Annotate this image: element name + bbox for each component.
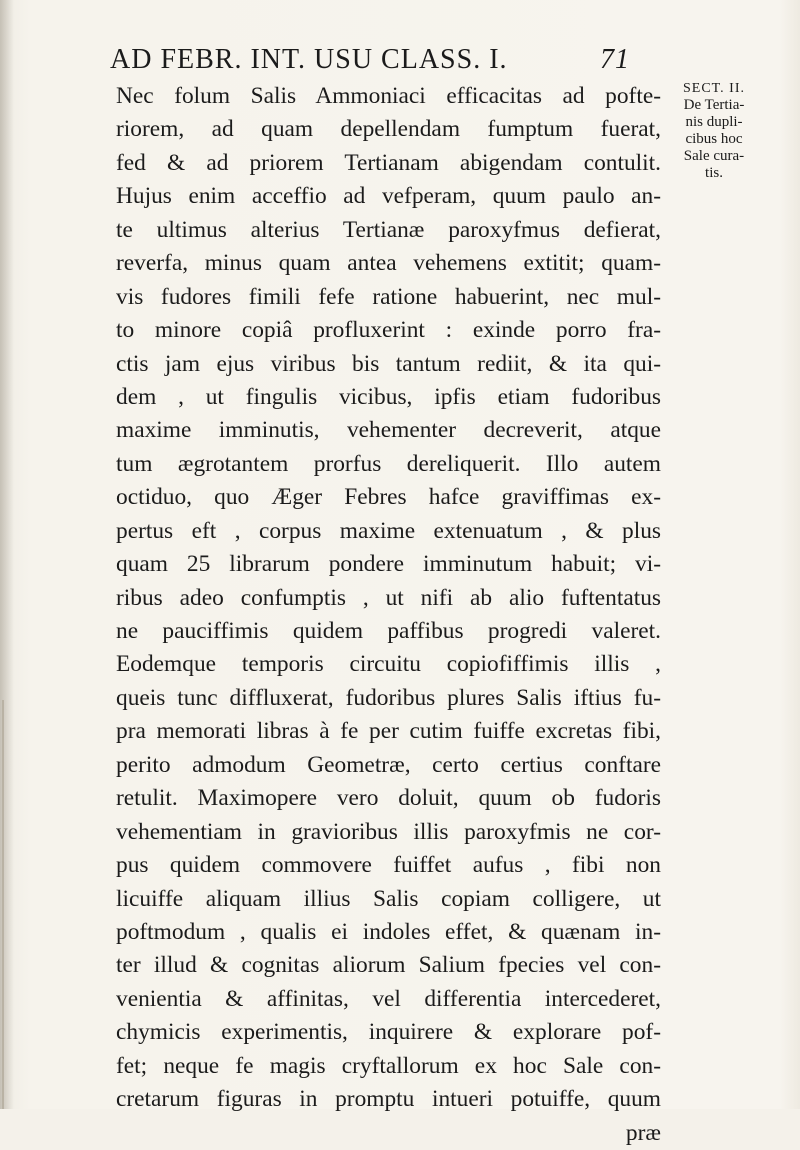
text-line: fet; neque fe magis cryftallorum ex hoc Sale con-: [116, 1052, 661, 1079]
text-line: tum ægrotantem prorfus dereliquerit. Illo autem: [116, 450, 661, 477]
text-line: ne pauciffimis quidem paffibus progredi valeret.: [116, 618, 661, 644]
text-line: octiduo, quo Æger Febres hafce graviffimas ex-: [116, 484, 661, 511]
text-line: poftmodum , qualis ei indoles effet, & quænam in-: [116, 918, 661, 945]
margin-note-line: Sale cura-: [683, 148, 745, 164]
text-line: dem , ut fingulis vicibus, ipfis etiam fudoribus: [116, 383, 661, 410]
text-line: pus quidem commovere fuiffet aufus , fibi non: [116, 852, 661, 879]
binding-edge: [2, 700, 4, 1109]
text-line: retulit. Maximopere vero doluit, quum ob fudoris: [116, 785, 661, 812]
text-line: venientia & affinitas, vel differentia intercederet,: [116, 985, 661, 1012]
margin-note-line: nis dupli-: [685, 114, 743, 130]
catchword: præ: [625, 1119, 661, 1146]
text-line: perito admodum Geometræ, certo certius conftare: [116, 751, 661, 778]
header-title: AD FEBR. INT. USU CLASS. I.: [110, 44, 508, 75]
text-line: reverfa, minus quam antea vehemens extitit; quam-: [116, 250, 661, 277]
text-line: quam 25 librarum pondere imminutum habuit; vi-: [116, 551, 661, 578]
text-line: fed & ad priorem Tertianam abigendam contulit.: [116, 149, 661, 176]
text-line: pertus eft , corpus maxime extenuatum , & plus: [116, 517, 661, 544]
text-line: Nec folum Salis Ammoniaci efficacitas ad pofte-: [116, 83, 661, 109]
text-line: vis fudores fimili fefe ratione habuerint, nec mul-: [116, 283, 661, 310]
running-header: [110, 44, 630, 76]
margin-note-line: SECT. II.: [682, 81, 745, 96]
margin-note-line: De Tertia-: [683, 97, 745, 113]
text-line: queis tunc diffluxerat, fudoribus plures Salis iftius fu-: [116, 684, 661, 711]
margin-note: [669, 80, 759, 182]
text-line: cretarum figuras in promptu intueri potuiffe, quum: [116, 1086, 661, 1113]
text-line: chymicis experimentis, inquirere & explorare pof-: [116, 1019, 661, 1046]
margin-note-line: tis.: [705, 165, 723, 181]
text-line: Eodemque temporis circuitu copiofiffimis illis ,: [116, 651, 661, 678]
page-number: 71: [600, 44, 630, 75]
body-text: [116, 80, 661, 1150]
text-line: ter illud & cognitas aliorum Salium fpecies vel con-: [116, 952, 661, 979]
margin-note-line: cibus hoc: [685, 131, 743, 147]
text-line: riorem, ad quam depellendam fumptum fuerat,: [116, 116, 661, 143]
text-line: maxime imminutis, vehementer decreverit, atque: [116, 417, 661, 444]
text-line: te ultimus alterius Tertianæ paroxyfmus defierat,: [116, 216, 661, 243]
text-line: pra memorati libras à fe per cutim fuiffe excretas fibi,: [116, 718, 661, 745]
text-line: licuiffe aliquam illius Salis copiam colligere, ut: [116, 885, 661, 912]
text-line: vehementiam in gravioribus illis paroxyfmis ne cor-: [116, 818, 661, 845]
text-line: Hujus enim acceffio ad vefperam, quum paulo an-: [116, 183, 661, 210]
text-line: to minore copiâ profluxerint : exinde porro fra-: [116, 317, 661, 344]
text-line: ctis jam ejus viribus bis tantum rediit, & ita qui-: [116, 350, 661, 377]
text-line: ribus adeo confumptis , ut nifi ab alio fuftentatus: [116, 584, 661, 611]
